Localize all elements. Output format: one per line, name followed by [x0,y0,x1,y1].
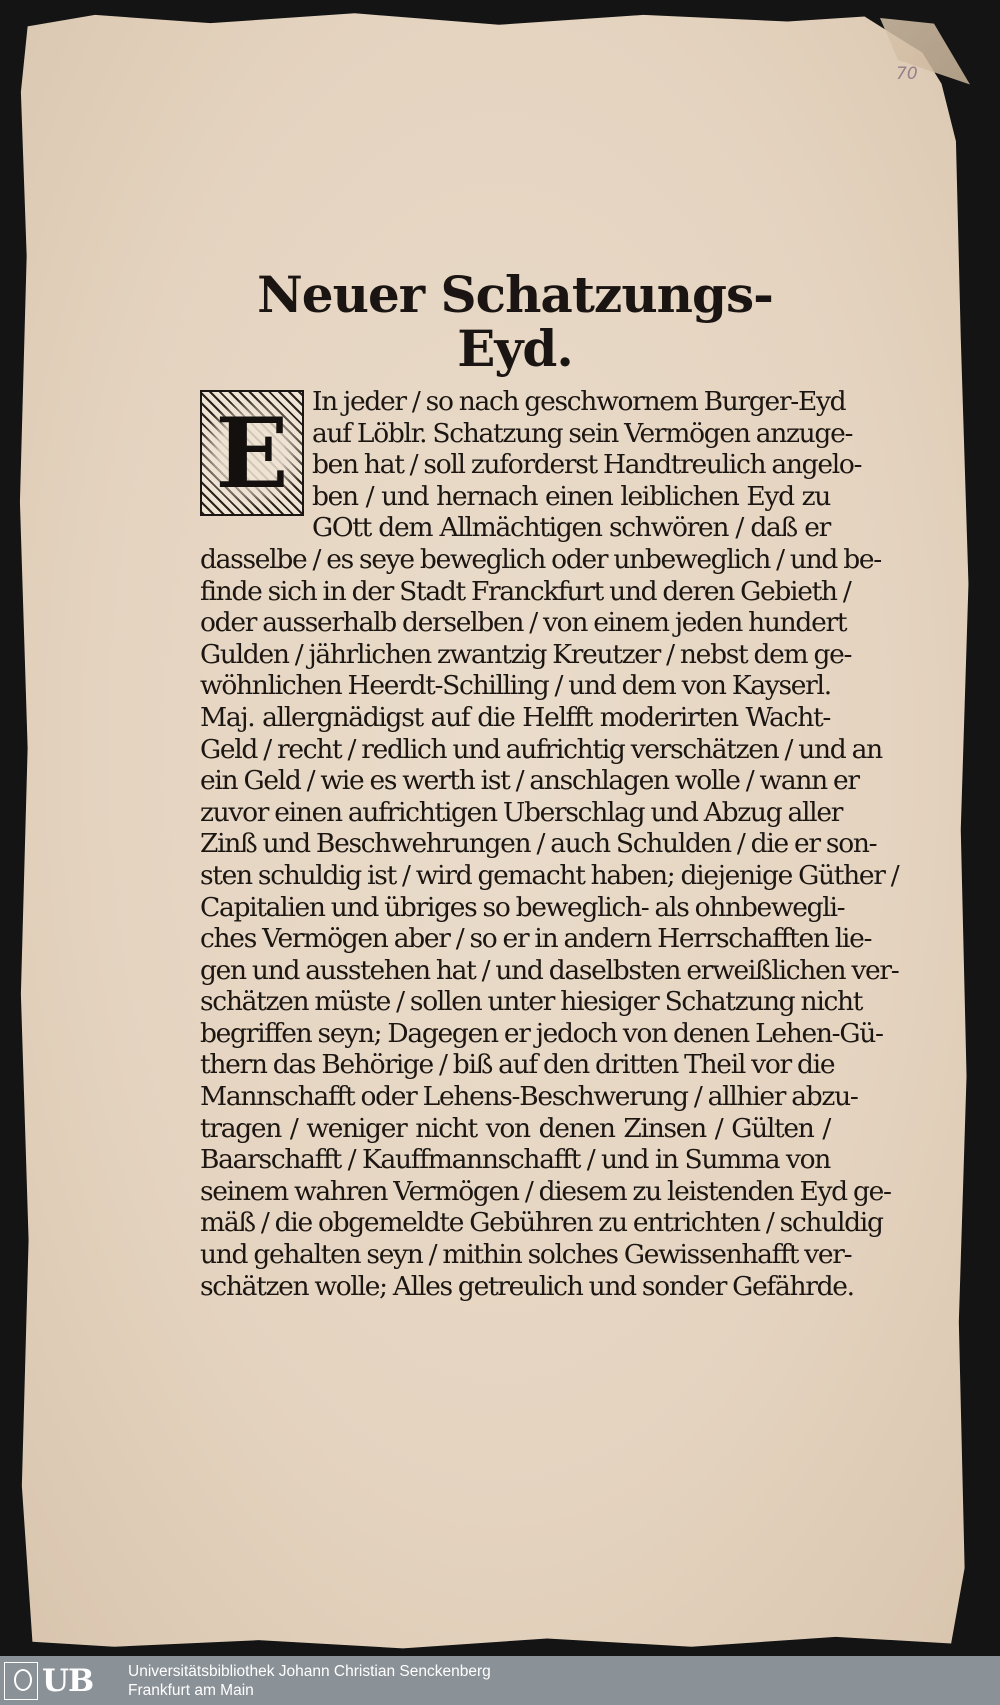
text-line: Geld / recht / redlich und aufrichtig verschätzen / und an [200,733,882,765]
library-credit [128,1662,491,1700]
text-line: gen und ausstehen hat / und daselbsten erweißlichen ver- [200,954,899,986]
text-line: finde sich in der Stadt Franckfurt und deren Gebieth / [200,575,851,607]
library-name: Universitätsbibliothek Johann Christian Senckenberg [128,1662,491,1680]
text-line: GOtt dem Allmächtigen schwören / daß er [312,512,830,544]
text-line: Mannschafft oder Lehens-Beschwerung / allhier abzu- [200,1081,858,1113]
text-line: mäß / die obgemeldte Gebühren zu entrichten / schuldig [200,1207,883,1239]
text-line: Maj. allergnädigst auf die Helfft moderirten Wacht- [200,701,830,733]
decorated-initial [200,390,304,516]
text-line: ein Geld / wie es werth ist / anschlagen wolle / wann er [200,765,859,797]
folio-number: 70 [896,64,918,84]
text-line: zuvor einen aufrichtigen Uberschlag und Abzug aller [200,796,843,828]
text-line: Zinß und Beschwehrungen / auch Schulden / die er son- [200,828,877,860]
text-line: ches Vermögen aber / so er in andern Herrschafften lie- [200,923,872,955]
library-logo[interactable] [4,1660,122,1701]
text-line: ben hat / soll zuforderst Handtreulich angelo- [312,449,862,481]
decorated-initial-letter: E [202,392,302,514]
text-line: dasselbe / es seye beweglich oder unbeweglich / und be- [200,543,881,575]
text-line: schätzen wolle; Alles getreulich und sonder Gefährde. [200,1270,854,1302]
text-line: seinem wahren Vermögen / diesem zu leistenden Eyd ge- [200,1175,891,1207]
text-line: In jeder / so nach geschwornem Burger-Eyd [312,386,846,417]
document-title: Neuer Schatzungs-Eyd. [257,265,773,378]
library-logo-text: UB [42,1662,94,1699]
text-line: und gehalten seyn / mithin solches Gewissenhafft ver- [200,1239,852,1271]
library-footer-bar [0,1656,1000,1705]
text-line: tragen / weniger nicht von denen Zinsen / Gülten / [200,1112,830,1144]
library-city: Frankfurt am Main [128,1681,254,1699]
text-line: Capitalien und übriges so beweglich- als ohnbewegli- [200,891,845,923]
text-line: schätzen müste / sollen unter hiesiger Schatzung nicht [200,986,863,1018]
text-line: Baarschafft / Kauffmannschafft / und in Summa von [200,1144,830,1176]
text-line: ben / und hernach einen leiblichen Eyd zu [312,480,830,512]
text-line: sten schuldig ist / wird gemacht haben; diejenige Güther / [200,859,899,891]
text-line: begriffen seyn; Dagegen er jedoch von denen Lehen-Gü- [200,1017,883,1049]
text-line: wöhnlichen Heerdt-Schilling / und dem von Kayserl. [200,670,831,702]
text-line: auf Löblr. Schatzung sein Vermögen anzuge- [312,417,853,449]
portrait-icon [4,1662,38,1700]
text-line: Gulden / jährlichen zwantzig Kreutzer / nebst dem ge- [200,638,852,670]
printed-text-block [200,265,899,1302]
text-line: thern das Behörige / biß auf den dritten Theil vor die [200,1049,835,1081]
text-line: oder ausserhalb derselben / von einem jeden hundert [200,607,847,639]
